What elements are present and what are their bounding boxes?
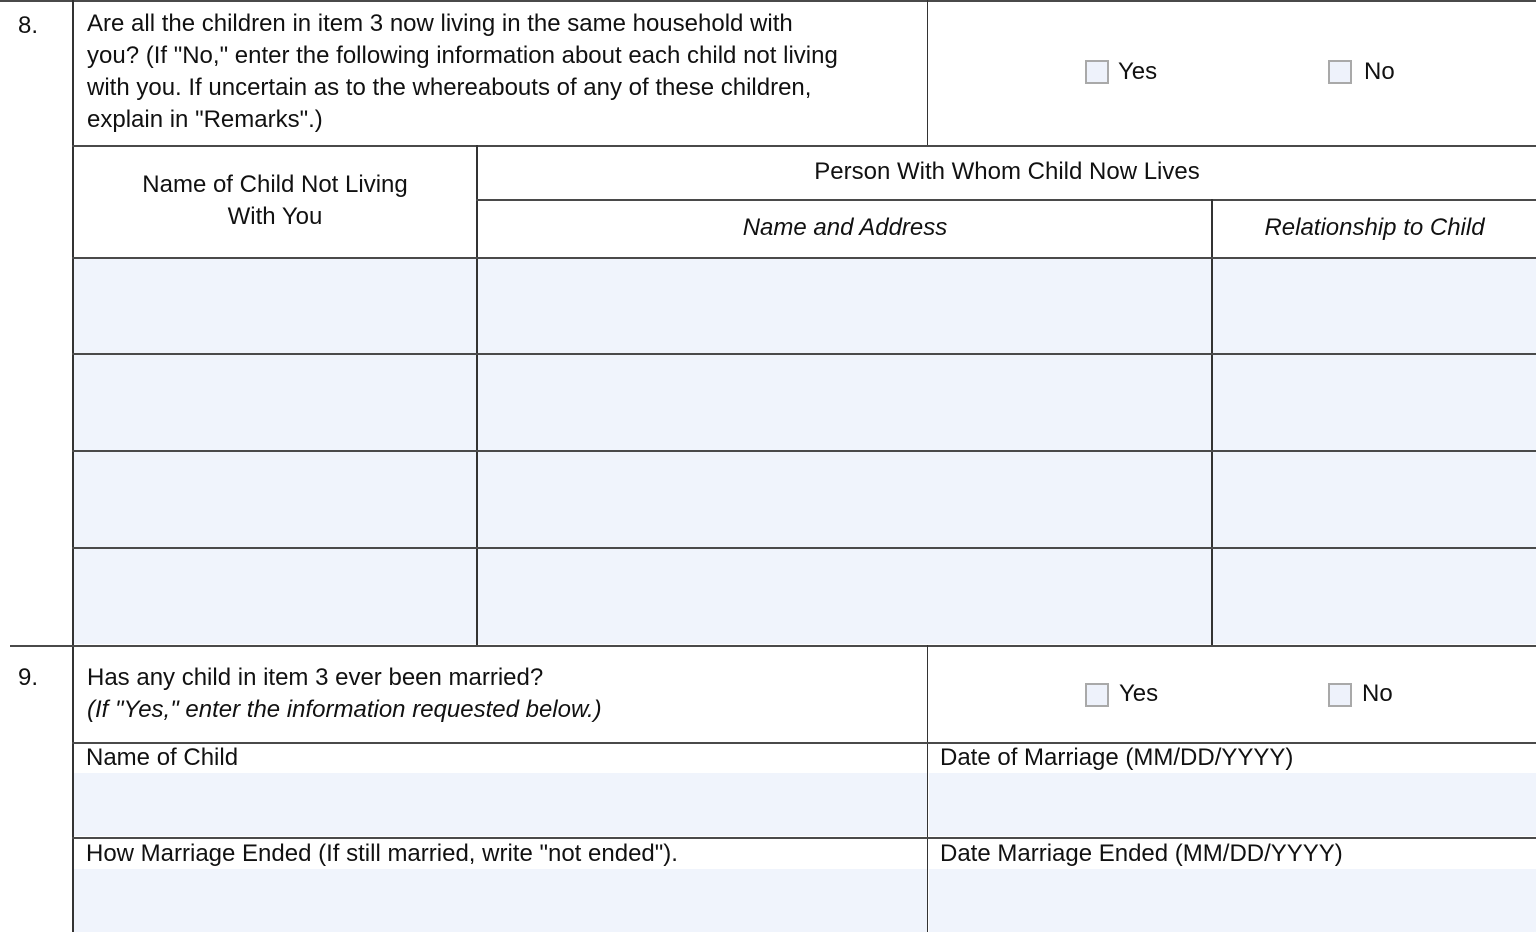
row-2-name-address-input[interactable] bbox=[478, 355, 1211, 450]
row-2-relationship-input[interactable] bbox=[1213, 355, 1536, 450]
row-1-relationship-input[interactable] bbox=[1213, 259, 1536, 353]
question-line: explain in "Remarks".) bbox=[87, 106, 323, 133]
item-8-divider bbox=[927, 0, 928, 145]
col-header-child-name-line1: Name of Child Not Living bbox=[142, 171, 408, 198]
item-9-yes-label: Yes bbox=[1119, 680, 1159, 707]
item-9-no-checkbox[interactable] bbox=[1328, 683, 1352, 707]
item-8-number: 8. bbox=[18, 12, 39, 39]
question-line: with you. If uncertain as to the whereabouts of any of these children, bbox=[87, 74, 812, 101]
row-4-name-address-input[interactable] bbox=[478, 549, 1211, 644]
row-3-name-address-input[interactable] bbox=[478, 452, 1211, 547]
item-8-yes-checkbox[interactable] bbox=[1085, 60, 1109, 84]
name-of-child-input[interactable] bbox=[74, 773, 927, 836]
row-1-name-address-input[interactable] bbox=[478, 259, 1211, 353]
item-8-yes-label: Yes bbox=[1118, 58, 1158, 85]
col-header-child-name-line2: With You bbox=[227, 203, 323, 230]
question-line: Are all the children in item 3 now living in the same household with bbox=[87, 10, 793, 37]
row-4-child-name-input[interactable] bbox=[74, 549, 476, 644]
top-rule bbox=[0, 0, 1536, 2]
how-marriage-ended-input[interactable] bbox=[74, 869, 927, 932]
item-8-question bbox=[87, 8, 838, 136]
item-8-no-checkbox[interactable] bbox=[1328, 60, 1352, 84]
question-line: you? (If "No," enter the following information about each child not living bbox=[87, 42, 838, 69]
group-header-rule bbox=[476, 199, 1536, 201]
item-9-instruction: (If "Yes," enter the information requested below.) bbox=[87, 696, 602, 723]
item-9-divider bbox=[927, 645, 928, 932]
col-header-name-address: Name and Address bbox=[742, 214, 948, 241]
date-marriage-ended-label: Date Marriage Ended (MM/DD/YYYY) bbox=[940, 840, 1343, 867]
group-header-person: Person With Whom Child Now Lives bbox=[814, 158, 1200, 185]
item-9-yes-checkbox[interactable] bbox=[1085, 683, 1109, 707]
name-of-child-label: Name of Child bbox=[86, 744, 239, 771]
section-rule bbox=[10, 645, 1536, 647]
row-3-child-name-input[interactable] bbox=[74, 452, 476, 547]
item-9-number: 9. bbox=[18, 664, 39, 691]
row-4-relationship-input[interactable] bbox=[1213, 549, 1536, 644]
how-marriage-ended-label: How Marriage Ended (If still married, write "not ended"). bbox=[86, 840, 678, 867]
row-2-child-name-input[interactable] bbox=[74, 355, 476, 450]
item-8-no-label: No bbox=[1364, 58, 1395, 85]
row-1-child-name-input[interactable] bbox=[74, 259, 476, 353]
item-9-fields-rule bbox=[72, 742, 1536, 744]
date-of-marriage-label: Date of Marriage (MM/DD/YYYY) bbox=[940, 744, 1294, 771]
row-3-relationship-input[interactable] bbox=[1213, 452, 1536, 547]
date-marriage-ended-input[interactable] bbox=[929, 869, 1536, 932]
date-of-marriage-input[interactable] bbox=[929, 773, 1536, 836]
item-9-no-label: No bbox=[1362, 680, 1393, 707]
item-9-question: Has any child in item 3 ever been married? bbox=[87, 664, 544, 691]
table-top-rule bbox=[72, 145, 1536, 147]
col-header-relationship: Relationship to Child bbox=[1264, 214, 1485, 241]
